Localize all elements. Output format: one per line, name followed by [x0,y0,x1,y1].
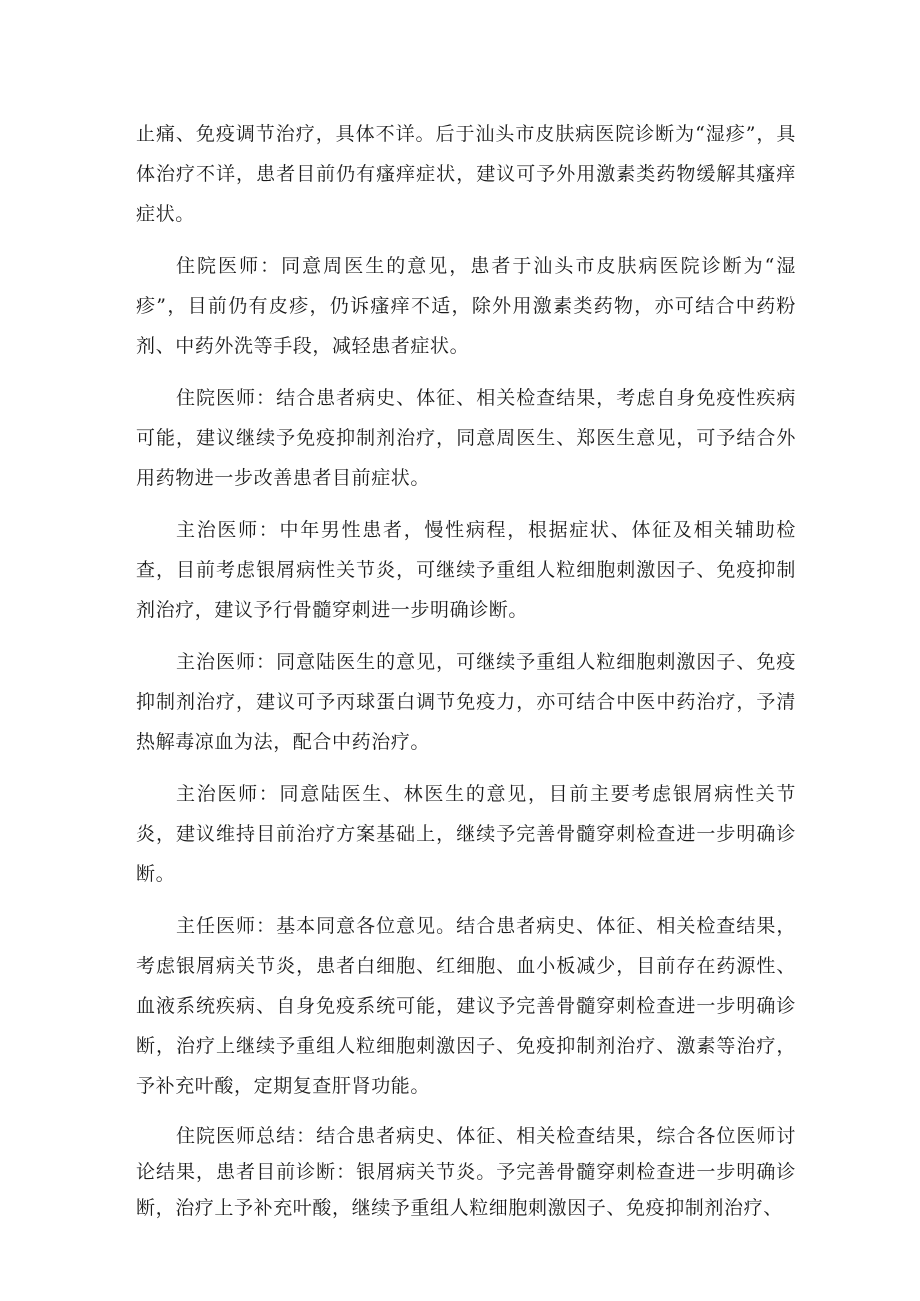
paragraph-attending-opinion-1: 主治医师：中年男性患者，慢性病程，根据症状、体征及相关辅助检查，目前考虑银屑病性关节炎，可继续予重组人粒细胞刺激因子、免疫抑制剂治疗，建议予行骨髓穿刺进一步明确诊断。 [136,519,796,621]
paragraph-resident-opinion-1: 住院医师：同意周医生的意见，患者于汕头市皮肤病医院诊断为“湿疹”，目前仍有皮疹，仍诉瘙痒不适，除外用激素类药物，亦可结合中药粉剂、中药外洗等手段，减轻患者症状。 [136,255,796,357]
paragraph-attending-opinion-3: 主治医师：同意陆医生、林医生的意见，目前主要考虑银屑病性关节炎，建议维持目前治疗方案基础上，继续予完善骨髓穿刺检查进一步明确诊断。 [136,783,796,885]
paragraph-attending-opinion-2: 主治医师：同意陆医生的意见，可继续予重组人粒细胞刺激因子、免疫抑制剂治疗，建议可予丙球蛋白调节免疫力，亦可结合中医中药治疗，予清热解毒凉血为法，配合中药治疗。 [136,651,796,753]
paragraph-resident-summary: 住院医师总结：结合患者病史、体征、相关检查结果，综合各位医师讨论结果，患者目前诊断：银屑病关节炎。予完善骨髓穿刺检查进一步明确诊断，治疗上予补充叶酸，继续予重组人粒细胞刺激因子、免疫抑制剂治疗、 [136,1125,796,1219]
paragraph-chief-opinion: 主任医师：基本同意各位意见。结合患者病史、体征、相关检查结果，考虑银屑病关节炎，患者白细胞、红细胞、血小板减少，目前存在药源性、血液系统疾病、自身免疫系统可能，建议予完善骨髓穿刺检查进一步明确诊断，治疗上继续予重组人粒细胞刺激因子、免疫抑制剂治疗、激素等治疗，予补充叶酸，定期复查肝肾功能。 [136,915,796,1097]
paragraph-resident-opinion-2: 住院医师：结合患者病史、体征、相关检查结果，考虑自身免疫性疾病可能，建议继续予免疫抑制剂治疗，同意周医生、郑医生意见，可予结合外用药物进一步改善患者目前症状。 [136,387,796,489]
paragraph-continuation: 止痛、免疫调节治疗，具体不详。后于汕头市皮肤病医院诊断为“湿疹”，具体治疗不详，患者目前仍有瘙痒症状，建议可予外用激素类药物缓解其瘙痒症状。 [136,123,796,225]
discussion-record [136,114,796,1238]
